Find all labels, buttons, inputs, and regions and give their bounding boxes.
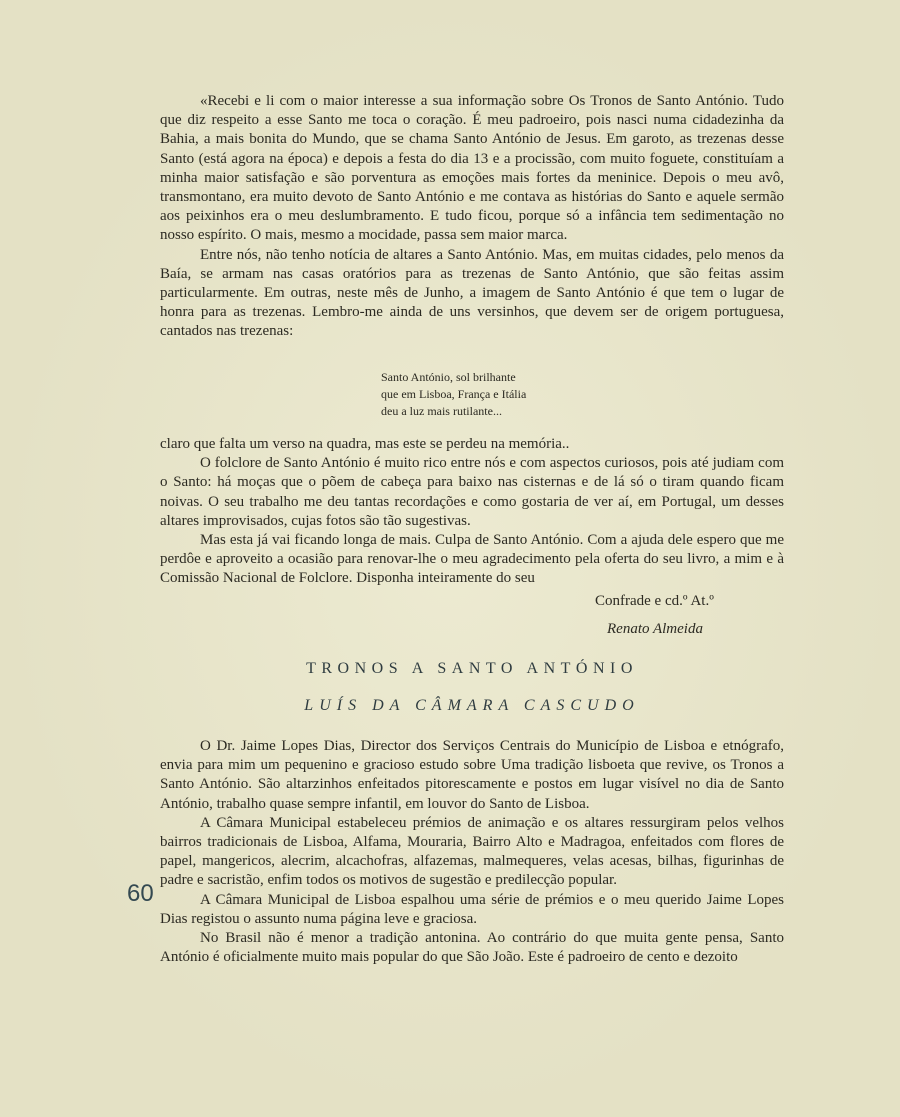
verse-line-3: deu a luz mais rutilante... bbox=[381, 404, 502, 418]
article-paragraph-1: O Dr. Jaime Lopes Dias, Director dos Serviços Centrais do Município de Lisboa e etnógrafo, envia para mim um pequenino e gracioso estudo sobre Uma tradição lisboeta que revive, os Tronos a Santo António. São altarzinhos enfeitados pitorescamente e postos em lugar visível no dia de Santo António, trabalho quase sempre infantil, em louvor do Santo de Lisboa. bbox=[160, 738, 784, 812]
letter-part-1 bbox=[160, 92, 784, 342]
article-paragraph-3: A Câmara Municipal de Lisboa espalhou uma série de prémios e o meu querido Jaime Lopes Dias registou o assunto numa página leve e graciosa. bbox=[160, 891, 784, 927]
letter-paragraph-5: Mas esta já vai ficando longa de mais. Culpa de Santo António. Com a ajuda dele espero que me perdôe e aproveito a ocasião para renovar-lhe o meu agradecimento pela oferta do seu livro, a mim e à Comissão Nacional de Folclore. Disponha inteiramente do seu bbox=[160, 532, 784, 587]
page-number: 60 bbox=[127, 880, 154, 907]
article-paragraph-4: No Brasil não é menor a tradição antonina. Ao contrário do que muita gente pensa, Santo António é oficialmente muito mais popular do que São João. Este é padroeiro de cento e dezoito bbox=[160, 930, 784, 966]
letter-closing: Confrade e cd.º At.º bbox=[595, 593, 714, 609]
article-body bbox=[160, 737, 784, 967]
letter-signature: Renato Almeida bbox=[607, 621, 703, 637]
letter-part-2 bbox=[160, 435, 784, 589]
article-paragraph-2: A Câmara Municipal estabeleceu prémios de animação e os altares ressurgiram pelos velhos bairros tradicionais de Lisboa, Alfama, Mouraria, Bairro Alto e Madragoa, enfeitados com flores de papel, mangericos, alecrim, alcachofras, alfazemas, malmequeres, velas acesas, bilhas, figurinhas de padre e sacristão, enfim todos os motivos de sugestão e predilecção popular. bbox=[160, 814, 784, 889]
letter-paragraph-4: O folclore de Santo António é muito rico entre nós e com aspectos curiosos, pois até judiam com o Santo: há moças que o põem de cabeça para baixo nas cisternas e de lá só o tiram quando ficam noivas. O seu trabalho me deu tantas recordações e como gostaria de ver aí, em Portugal, um desses altares improvisados, cujas fotos são tão sugestivas. bbox=[160, 455, 784, 529]
letter-paragraph-2: Entre nós, não tenho notícia de altares a Santo António. Mas, em muitas cidades, pelo menos da Baía, se armam nas casas oratórios para as trezenas de Santo António, que são feitas assim particularmente. Em outras, neste mês de Junho, a imagem de Santo António é que tem o lugar de honra para as trezenas. Lembro-me ainda de uns versinhos, que devem ser de origem portuguesa, cantados nas trezenas: bbox=[160, 246, 784, 340]
verse-quote bbox=[381, 369, 641, 420]
article-author: LUÍS DA CÂMARA CASCUDO bbox=[304, 697, 640, 714]
article-title: TRONOS A SANTO ANTÓNIO bbox=[306, 660, 638, 677]
letter-paragraph-3: claro que falta um verso na quadra, mas este se perdeu na memória.. bbox=[160, 436, 570, 452]
verse-line-1: Santo António, sol brilhante bbox=[381, 370, 516, 384]
verse-line-2: que em Lisboa, França e Itália bbox=[381, 387, 527, 401]
letter-paragraph-1: «Recebi e li com o maior interesse a sua informação sobre Os Tronos de Santo António. Tudo que diz respeito a esse Santo me toca o coração. É meu padroeiro, pois nasci numa cidadezinha da Bahia, a mais bonita do Mundo, que se chama Santo António de Jesus. Em garoto, as trezenas desse Santo (está agora na época) e depois a festa do dia 13 e a procissão, com muito foguete, constituíam a minha maior satisfação e são porventura as emoções mais fortes da meninice. Depois o meu avô, transmontano, era muito devoto de Santo António e me contava as histórias do Santo e aquele sermão aos peixinhos era o meu deslumbramento. E tudo ficou, porque só a infância tem sedimentação no nosso espírito. O mais, mesmo a mocidade, passa sem maior marca. bbox=[160, 93, 784, 244]
